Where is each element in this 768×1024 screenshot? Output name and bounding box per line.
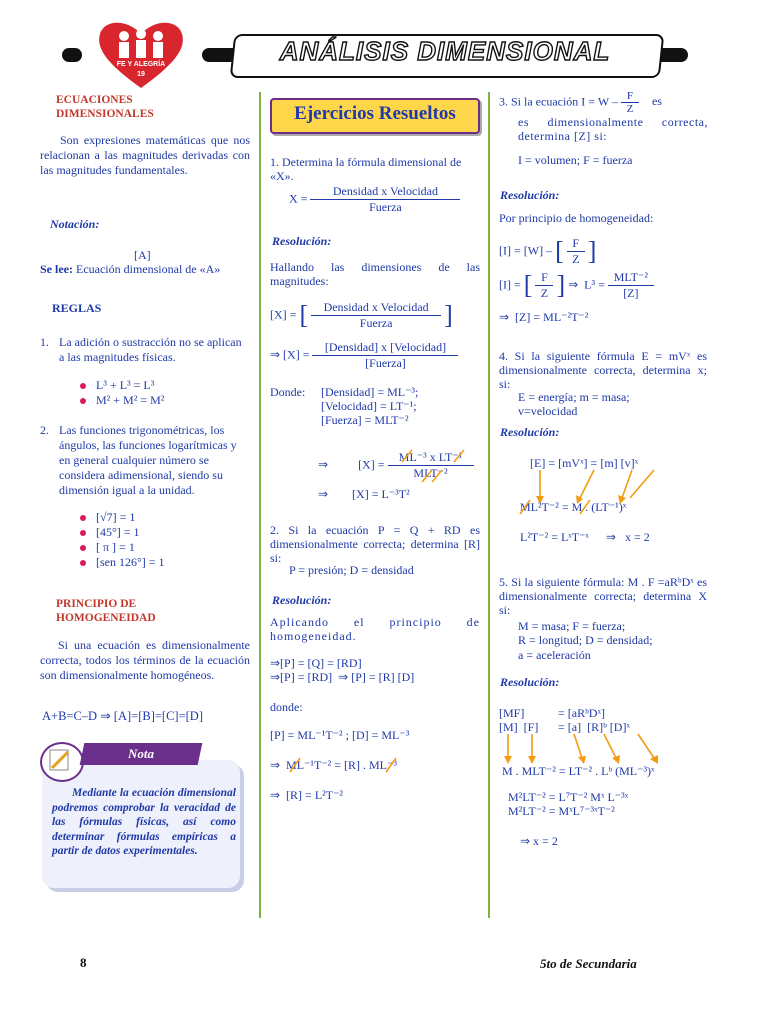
p3-frac-n: F: [621, 90, 639, 103]
problem-5-text: 5. Si la siguiente fórmula: M . F =aRᵇDˣ es dimensionalmente correcta; determina X si:: [499, 575, 707, 617]
p3-l2-num: MLT⁻²: [608, 270, 654, 286]
p3-frac-d3: Z: [540, 286, 549, 300]
p3-text1: 3. Si la ecuación I = W –: [499, 94, 618, 109]
p1-x: X =: [289, 191, 308, 206]
p2-line-4: ⇒ ML⁻¹T⁻² = [R] . ML⁻³: [270, 758, 397, 772]
p4-l3b: ⇒ x = 2: [605, 530, 650, 544]
p1-step-den: MLT⁻²: [413, 466, 448, 480]
p4-line-2: ML²T⁻² = M . (LT⁻¹)ˣ: [520, 500, 627, 514]
resolucion-2-label: Resolución:: [272, 593, 332, 607]
p3-l2b: ⇒ L³ =: [568, 277, 605, 292]
problem-5-given-1: M = masa; F = fuerza;: [518, 619, 626, 633]
p1-step-num: ML⁻³ x LT⁻¹: [388, 450, 474, 466]
rule-1-bullet-2: [80, 393, 164, 408]
p3-fraction-2: [567, 236, 585, 267]
p3-fraction-3: [535, 270, 553, 301]
problem-2-given: P = presión; D = densidad: [289, 563, 414, 577]
se-lee-label: Se lee:: [40, 262, 73, 276]
p1-num-2: Densidad x Velocidad: [311, 300, 441, 316]
page-number: 8: [80, 955, 87, 970]
problem-4-given-2: v=velocidad: [518, 404, 578, 418]
rule-1-text: La adición o sustracción no se aplican a las magnitudes físicas.: [59, 335, 242, 364]
problem-3-given: I = volumen; F = fuerza: [518, 153, 633, 167]
resolucion-5-label: Resolución:: [500, 675, 560, 689]
p2-aplicando: Aplicando el principio de homogeneidad.: [270, 615, 480, 643]
p5-line-1b: = [aRᵇDˣ]: [558, 706, 605, 720]
problem-5-given-2: R = longitud; D = densidad;: [518, 633, 653, 647]
rule-2-bullet-2-text: [45°] = 1: [96, 525, 140, 539]
heading2-line-2: HOMOGENEIDAD: [56, 612, 156, 624]
heading-principio: [56, 597, 156, 625]
right-bracket: ]: [556, 270, 566, 300]
p4-line-1: [E] = [mVˣ] = [m] [v]ˣ: [530, 456, 639, 470]
rule-1-bullet-1: [80, 378, 154, 393]
homog-paragraph: Si una ecuación es dimensionalmente correcta, todos los términos de la ecuación son dimensionalmente homogéneos.: [40, 638, 250, 682]
p5-line-2b: = [a] [R]ᵇ [D]ˣ: [558, 720, 630, 734]
ejercicios-banner-text: Ejercicios Resueltos: [294, 103, 456, 124]
logo-number: 19: [137, 71, 145, 78]
p3-line-1: [499, 236, 596, 267]
problem-1-formula: [289, 184, 460, 215]
p1-fraction-3: [312, 340, 458, 371]
rule-2-bullet-1-text: [√7] = 1: [96, 510, 136, 524]
p1-den-2: Fuerza: [359, 316, 393, 330]
p1-d3: [Fuerza] = MLT⁻²: [321, 413, 409, 427]
intro-paragraph: Son expresiones matemáticas que nos relacionan a las magnitudes derivadas con las magnitudes fundamentales.: [40, 133, 250, 177]
p2-line-5: ⇒ [R] = L²T⁻²: [270, 788, 344, 802]
notation-symbol: [A]: [134, 248, 151, 262]
p5-line-4: M²LT⁻² = L⁷T⁻² Mˣ L⁻³ˣ: [508, 790, 629, 804]
p4-line-3: [520, 530, 650, 545]
p1-result: ⇒ [X] = L⁻³T²: [318, 487, 410, 501]
rule-1-bullet-2-text: M² + M² = M²: [96, 393, 165, 407]
p1-d1: [Densidad] = ML⁻³;: [321, 385, 419, 399]
problem-1-text: 1. Determina la fórmula dimensional de «X».: [270, 155, 462, 183]
homog-formula: A+B=C–D ⇒ [A]=[B]=[C]=[D]: [42, 709, 203, 723]
p1-x2: [X] =: [270, 307, 297, 322]
heading-line-2: DIMENSIONALES: [56, 108, 154, 120]
p3-por: Por principio de homogeneidad:: [499, 211, 654, 225]
p1-dim-formula: [270, 340, 458, 371]
rule-2-bullet-2: [80, 525, 140, 540]
p3-l2a: [I] =: [499, 277, 521, 292]
problem-4-given-1: E = energía; m = masa;: [518, 390, 630, 404]
resolucion-4-label: Resolución:: [500, 425, 560, 439]
p1-den: Fuerza: [369, 200, 402, 214]
right-bracket: ]: [444, 300, 453, 330]
heart-logo-icon: [96, 18, 186, 90]
p2-line-1: ⇒[P] = [Q] = [RD]: [270, 656, 362, 670]
left-bracket: [: [299, 300, 309, 330]
p5-line-1a: [MF]: [499, 706, 525, 720]
p5-line-2a: [M] [F]: [499, 720, 539, 734]
p3-frac-d: Z: [626, 103, 634, 115]
p1-fraction-2: [311, 300, 441, 331]
p3-frac-n3: F: [535, 270, 553, 286]
logo-text: FE Y ALEGRÍA: [116, 61, 166, 68]
divider-1: [259, 92, 261, 918]
p3-frac-d2: Z: [572, 252, 580, 266]
p5-line-5: M²LT⁻² = MˣL⁷⁻³ˣT⁻²: [508, 804, 615, 818]
p2-donde: donde:: [270, 700, 303, 714]
rule-2-bullet-3: [80, 540, 135, 555]
resolucion-1-label: Resolución:: [272, 234, 332, 248]
p5-arrows: [500, 732, 680, 766]
p3-l1: [I] = [W] –: [499, 243, 553, 258]
heading-line-1: ECUACIONES: [56, 94, 133, 106]
rule-1-number: 1.: [40, 335, 49, 349]
se-lee-line: [40, 262, 220, 277]
p3-es: es: [651, 94, 662, 109]
p1-fraction: [310, 184, 460, 215]
page-title: ANÁLISIS DIMENSIONAL: [279, 36, 611, 66]
p3-fraction-4: [608, 270, 654, 301]
p1-arrow: ⇒ [X] =: [270, 347, 310, 362]
p1-num-3: [Densidad] x [Velocidad]: [312, 340, 458, 356]
rule-2-bullet-4: [80, 555, 165, 570]
p2-line-2: ⇒[P] = [RD] ⇒ [P] = [R] [D]: [270, 670, 415, 684]
rule-2-bullet-1: [80, 510, 135, 525]
rule-2-bullet-3-text: [ π ] = 1: [96, 540, 135, 554]
p1-step-arrow: ⇒: [318, 457, 329, 472]
p1-step-x: [X] =: [358, 457, 385, 472]
left-bracket: [: [555, 236, 564, 266]
rule-1-bullet-1-text: L³ + L³ = L³: [96, 378, 155, 392]
nota-text: Mediante la ecuación dimensional podremos comprobar la veracidad de las fórmulas físicas, así como determinar fórmulas empíricas a partir de datos experimentales.: [52, 787, 236, 857]
se-lee-text: Ecuación dimensional de «A»: [75, 262, 221, 276]
resolucion-3-label: Resolución:: [500, 188, 560, 202]
logo: [96, 18, 186, 90]
rule-2-bullet-4-text: [sen 126°] = 1: [96, 555, 165, 569]
p3-frac-n2: F: [567, 236, 585, 252]
rule-2-text: Las funciones trigonométricas, los ángulos, las funciones logarítmicas y en general cualquier número se considera adimensional, siendo su dimensión igual a la unidad.: [59, 423, 237, 497]
p1-den-3: [Fuerza]: [365, 356, 406, 370]
rule-2-number: 2.: [40, 423, 49, 437]
p3-line-2: [499, 270, 654, 301]
p3-l2-den: [Z]: [623, 286, 639, 300]
left-bracket: [: [523, 270, 533, 300]
divider-2: [488, 92, 490, 918]
heading-ecuaciones: [56, 93, 154, 121]
problem-5-given-3: a = aceleración: [518, 648, 591, 662]
p1-donde: Donde:: [270, 385, 306, 399]
p1-d2: [Velocidad] = LT⁻¹;: [321, 399, 417, 413]
reglas-label: REGLAS: [52, 301, 102, 315]
pencil-icon: [42, 744, 78, 776]
p1-num: Densidad x Velocidad: [310, 184, 460, 200]
nota-label: Nota: [128, 746, 154, 761]
footer-grade: 5to de Secundaria: [540, 956, 637, 971]
problem-3-text-2: es dimensionalmente correcta, determina [Z] si:: [518, 115, 708, 143]
p4-cancel-marks: [518, 496, 618, 516]
notation-label: Notación:: [50, 217, 100, 231]
right-bracket: ]: [587, 236, 597, 266]
problem-2-text: 2. Si la ecuación P = Q + RD es dimensionalmente correcta; determina [R] si:: [270, 523, 480, 565]
heading2-line-1: PRINCIPIO DE: [56, 598, 137, 610]
p4-l3: L²T⁻² = LˣT⁻ˣ: [520, 530, 589, 544]
p5-line-6: ⇒ x = 2: [520, 834, 558, 848]
p2-cancel-marks: [286, 754, 416, 774]
p3-line-3: ⇒ [Z] = ML⁻²T⁻²: [499, 310, 589, 324]
p1-cancel-marks: [396, 448, 486, 484]
p2-line-3: [P] = ML⁻¹T⁻² ; [D] = ML⁻³: [270, 728, 410, 742]
p1-hallando: Hallando las dimensiones de las magnitudes:: [270, 260, 480, 288]
p1-bracket-formula: [270, 300, 453, 331]
p3-fraction: [621, 90, 639, 115]
problem-3-line-1: [499, 90, 662, 115]
p5-line-3: M . MLT⁻² = LT⁻² . Lᵇ (ML⁻³)ˣ: [502, 764, 655, 778]
nota-pencil-badge: [40, 742, 84, 782]
problem-4-text: 4. Si la siguiente fórmula E = mVˣ es dimensionalmente correcta, determina x; si:: [499, 349, 707, 391]
